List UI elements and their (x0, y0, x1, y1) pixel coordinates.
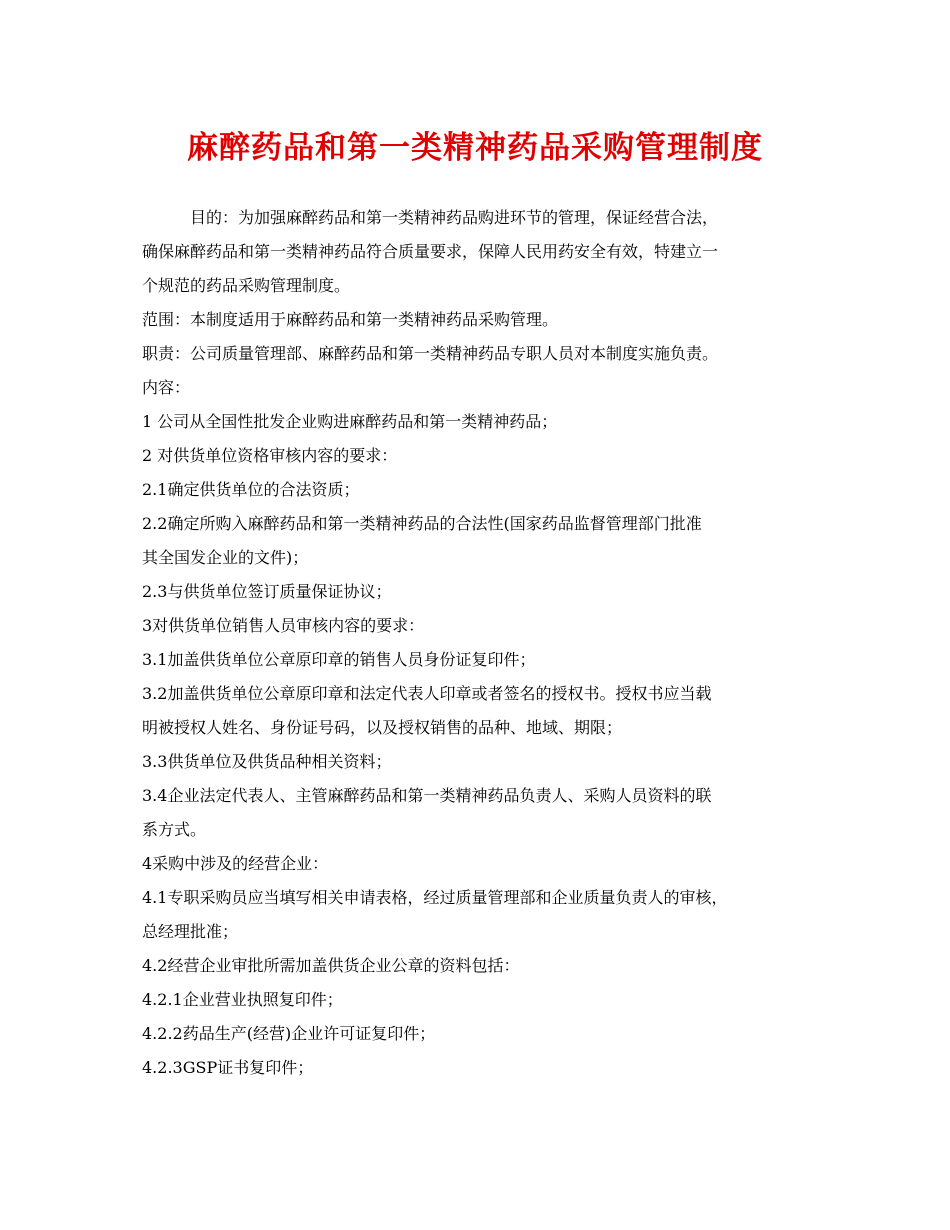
document-body (142, 201, 832, 1085)
paragraph-line: 明被授权人姓名、身份证号码，以及授权销售的品种、地域、期限； (142, 718, 623, 737)
paragraph-line: 3.4企业法定代表人、主管麻醉药品和第一类精神药品负责人、采购人员资料的联 (142, 786, 712, 805)
paragraph-line: 4.2.2药品生产(经营)企业许可证复印件； (142, 1024, 436, 1043)
paragraph-line: 系方式。 (142, 820, 207, 839)
paragraph-line: 2.1确定供货单位的合法资质； (142, 480, 360, 499)
paragraph-line: 4采购中涉及的经营企业： (142, 854, 329, 873)
paragraph-line: 范围：本制度适用于麻醉药品和第一类精神药品采购管理。 (142, 310, 559, 329)
paragraph-line: 2.2确定所购入麻醉药品和第一类精神药品的合法性(国家药品监督管理部门批准 (142, 514, 702, 533)
paragraph-line: 其全国发企业的文件)； (142, 548, 309, 567)
paragraph-line: 4.2经营企业审批所需加盖供货企业公章的资料包括： (142, 956, 520, 975)
paragraph-line: 确保麻醉药品和第一类精神药品符合质量要求，保障人民用药安全有效，特建立一 (142, 242, 719, 261)
paragraph-line: 目的：为加强麻醉药品和第一类精神药品购进环节的管理，保证经营合法， (190, 208, 719, 227)
paragraph-line: 总经理批准； (142, 922, 239, 941)
paragraph-line: 2.3与供货单位签订质量保证协议； (142, 582, 392, 601)
paragraph-line: 3.2加盖供货单位公章原印章和法定代表人印章或者签名的授权书。授权书应当载 (142, 684, 712, 703)
paragraph-line: 职责：公司质量管理部、麻醉药品和第一类精神药品专职人员对本制度实施负责。 (142, 344, 719, 363)
paragraph-line: 4.2.1企业营业执照复印件； (142, 990, 343, 1009)
paragraph-line: 个规范的药品采购管理制度。 (142, 276, 351, 295)
paragraph-line: 3对供货单位销售人员审核内容的要求： (142, 616, 425, 635)
paragraph-line: 3.3供货单位及供货品种相关资料； (142, 752, 392, 771)
paragraph-line: 1 公司从全国性批发企业购进麻醉药品和第一类精神药品； (142, 412, 558, 431)
paragraph-line: 2 对供货单位资格审核内容的要求： (142, 446, 398, 465)
document-title: 麻醉药品和第一类精神药品采购管理制度 (187, 130, 763, 166)
paragraph-line: 3.1加盖供货单位公章原印章的销售人员身份证复印件； (142, 650, 536, 669)
paragraph-line: 内容： (142, 378, 191, 397)
paragraph-line: 4.1专职采购员应当填写相关申请表格，经过质量管理部和企业质量负责人的审核， (142, 888, 728, 907)
paragraph-line: 4.2.3GSP证书复印件； (142, 1058, 314, 1077)
